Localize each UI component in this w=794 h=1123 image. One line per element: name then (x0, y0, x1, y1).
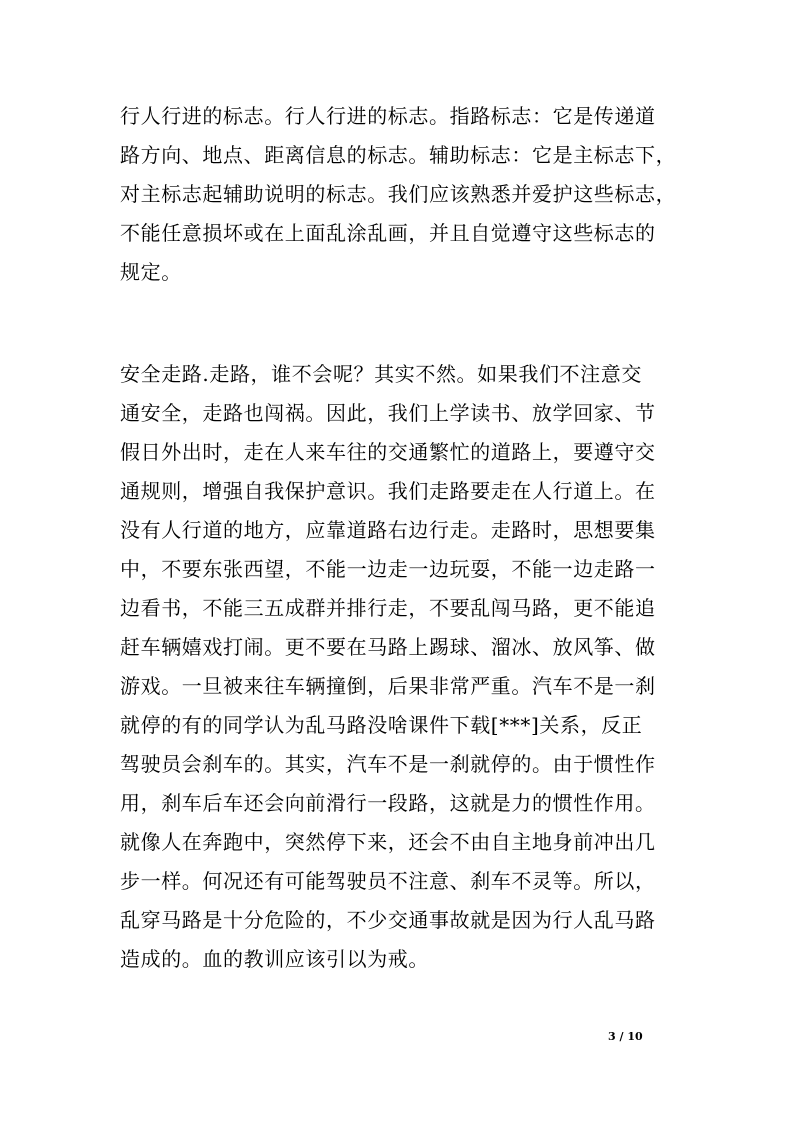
text-line: 对主标志起辅助说明的标志。我们应该熟悉并爱护这些标志， (120, 182, 677, 206)
text-line: 通安全，走路也闯祸。因此，我们上学读书、放学回家、节 (120, 401, 656, 425)
text-line: 步一样。何况还有可能驾驶员不注意、刹车不灵等。所以， (120, 869, 656, 893)
page-number: 3 / 10 (608, 1030, 643, 1043)
paragraph-traffic-signs (120, 97, 690, 292)
text-line: 就像人在奔跑中，突然停下来，还会不由自主地身前冲出几 (120, 830, 656, 854)
text-line: 路方向、地点、距离信息的标志。辅助标志：它是主标志下， (120, 143, 677, 167)
text-line: 用，刹车后车还会向前滑行一段路，这就是力的惯性作用。 (120, 791, 656, 815)
text-line: 不能任意损坏或在上面乱涂乱画，并且自觉遵守这些标志的 (120, 221, 656, 245)
text-line: 赶车辆嬉戏打闹。更不要在马路上踢球、溜冰、放风筝、做 (120, 635, 656, 659)
text-line: 规定。 (120, 260, 182, 284)
text-line: 乱穿马路是十分危险的，不少交通事故就是因为行人乱马路 (120, 908, 656, 932)
text-line: 游戏。一旦被来往车辆撞倒，后果非常严重。汽车不是一刹 (120, 674, 656, 698)
paragraph-safe-walking (120, 355, 690, 979)
text-line: 安全走路.走路，谁不会呢？其实不然。如果我们不注意交 (120, 362, 642, 386)
text-line: 通规则，增强自我保护意识。我们走路要走在人行道上。在 (120, 479, 656, 503)
text-line: 中，不要东张西望，不能一边走一边玩耍，不能一边走路一 (120, 557, 656, 581)
text-line: 边看书，不能三五成群并排行走，不要乱闯马路，更不能追 (120, 596, 656, 620)
text-line: 造成的。血的教训应该引以为戒。 (120, 947, 429, 971)
text-line: 就停的有的同学认为乱马路没啥课件下载[***]关系，反正 (120, 713, 643, 737)
text-line: 没有人行道的地方，应靠道路右边行走。走路时，思想要集 (120, 518, 656, 542)
text-line: 假日外出时，走在人来车往的交通繁忙的道路上，要遵守交 (120, 440, 656, 464)
text-line: 驾驶员会刹车的。其实，汽车不是一刹就停的。由于惯性作 (120, 752, 656, 776)
text-line: 行人行进的标志。行人行进的标志。指路标志：它是传递道 (120, 104, 656, 128)
